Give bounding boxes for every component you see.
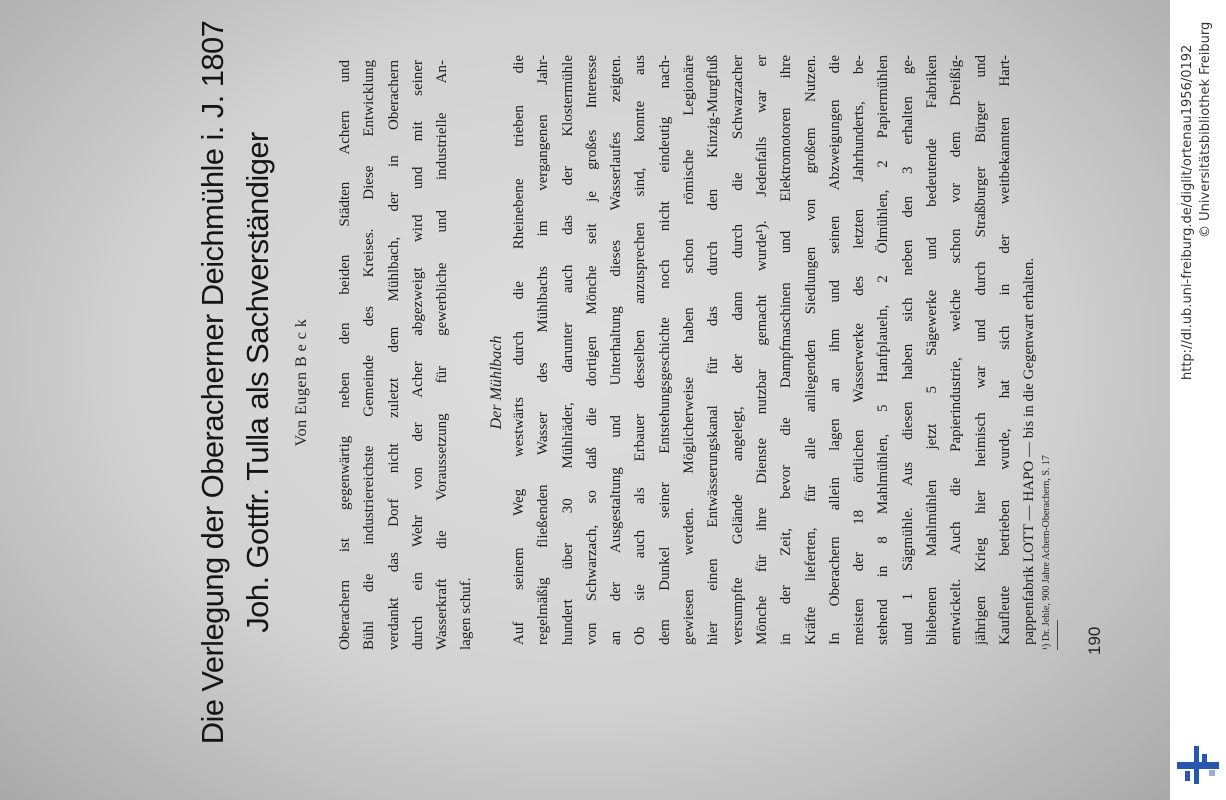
intro-line: Wasserkraft die Voraussetzung für gewerbliche und industrielle An-	[434, 60, 451, 650]
intro-line: Oberachern ist gegenwärtig neben den beiden Städten Achern und	[337, 60, 353, 650]
page-number: 190	[1085, 626, 1104, 655]
body-line: pappenfabrik LOTT — HAPO — bis in die Gegenwart erhalten.	[1021, 257, 1038, 645]
body-line: Mönche für ihre Dienste nutzbar gemacht wurde¹). Jedenfalls war er	[753, 55, 770, 645]
body-line: In Oberachern allein lagen an ihm und seinen Abzweigungen die	[826, 55, 843, 645]
library-logo-icon	[1175, 742, 1221, 788]
body-line: regelmäßig fließenden Wasser des Mühlbachs im vergangenen Jahr-	[535, 55, 552, 645]
body-line: gewiesen werden. Möglicherweise haben schon römische Legionäre	[681, 55, 698, 645]
body-line: entwickelt. Auch die Papierindustrie, welche schon vor dem Dreißig-	[948, 55, 965, 645]
body-line: dem Dunkel seiner Entstehungsgeschichte noch nicht eindeutig nach-	[656, 55, 673, 645]
copyright-notice: © Universitätsbibliothek Freiburg	[1198, 21, 1213, 238]
body-line: hundert über 30 Mühlräder, darunter auch das der Klostermühle	[559, 55, 576, 645]
body-line: Kräfte lieferten, für alle anliegenden Siedlungen von großem Nutzen.	[802, 55, 819, 645]
title-line-2: Joh. Gottfr. Tulla als Sachverständiger	[240, 132, 275, 633]
intro-line: lagen schuf.	[458, 577, 475, 650]
intro-line: durch ein Wehr von der Acher abgezweigt wird und mit seiner	[409, 60, 426, 650]
body-line: Kaufleute betrieben wurde, hat sich in der weitbekannten Hart-	[996, 55, 1013, 645]
section-heading: Der Mühlbach	[488, 335, 505, 430]
intro-line: verdankt das Dorf nicht zuletzt dem Mühlbach, der in Oberachern	[385, 60, 402, 650]
body-line: und 1 Sägmühle. Aus diesen haben sich neben den 3 erhalten ge-	[899, 55, 916, 645]
body-line: meisten der 18 örtlichen Wasserwerke des letzten Jahrhunderts, be-	[851, 55, 868, 645]
footnote-rule	[1057, 620, 1058, 650]
body-line: hier einen Entwässerungskanal für das durch den Kinzig-Murgfluß	[705, 55, 722, 645]
intro-paragraph	[333, 60, 479, 650]
body-line: jährigen Krieg hier heimisch war und durch Straßburger Bürger und	[972, 55, 989, 645]
body-line: Auf seinem Weg westwärts durch die Rheinebene trieben die	[511, 55, 527, 645]
rotated-document-page	[55, 10, 1115, 755]
body-line: von Schwarzach, so daß die dortigen Mönche seit je großes Interesse	[583, 55, 600, 645]
body-line: bliebenen Mahlmühlen jetzt 5 Sägewerke und bedeutende Fabriken	[924, 55, 941, 645]
body-paragraph	[507, 55, 1042, 645]
footnote: ¹) Dr. Jehle, 900 Jahre Achern-Oberachern, S. 17	[1041, 455, 1052, 650]
body-line: in der Zeit, bevor die Dampfmaschinen und Elektromotoren ihre	[778, 55, 795, 645]
body-line: Ob sie auch als Erbauer desselben anzusprechen sind, konnte aus	[632, 55, 649, 645]
source-url[interactable]: http://dl.ub.uni-freiburg.de/diglit/ortenau1956/0192	[1180, 44, 1195, 380]
body-line: an der Ausgestaltung und Unterhaltung dieses Wasserlaufes zeigten.	[608, 55, 625, 645]
title-line-1: Die Verlegung der Oberacherner Deichmühle i. J. 1807	[195, 20, 230, 745]
intro-line: Bühl die industriereichste Gemeinde des Kreises. Diese Entwicklung	[361, 60, 378, 650]
author-line: Von Eugen B e c k	[293, 318, 310, 447]
body-line: versumpfte Gelände angelegt, der dann durch die Schwarzacher	[729, 55, 746, 645]
body-line: stehend in 8 Mahlmühlen, 5 Hanfplaueln, 2 Ölmühlen, 2 Papiermühlen	[875, 55, 892, 645]
